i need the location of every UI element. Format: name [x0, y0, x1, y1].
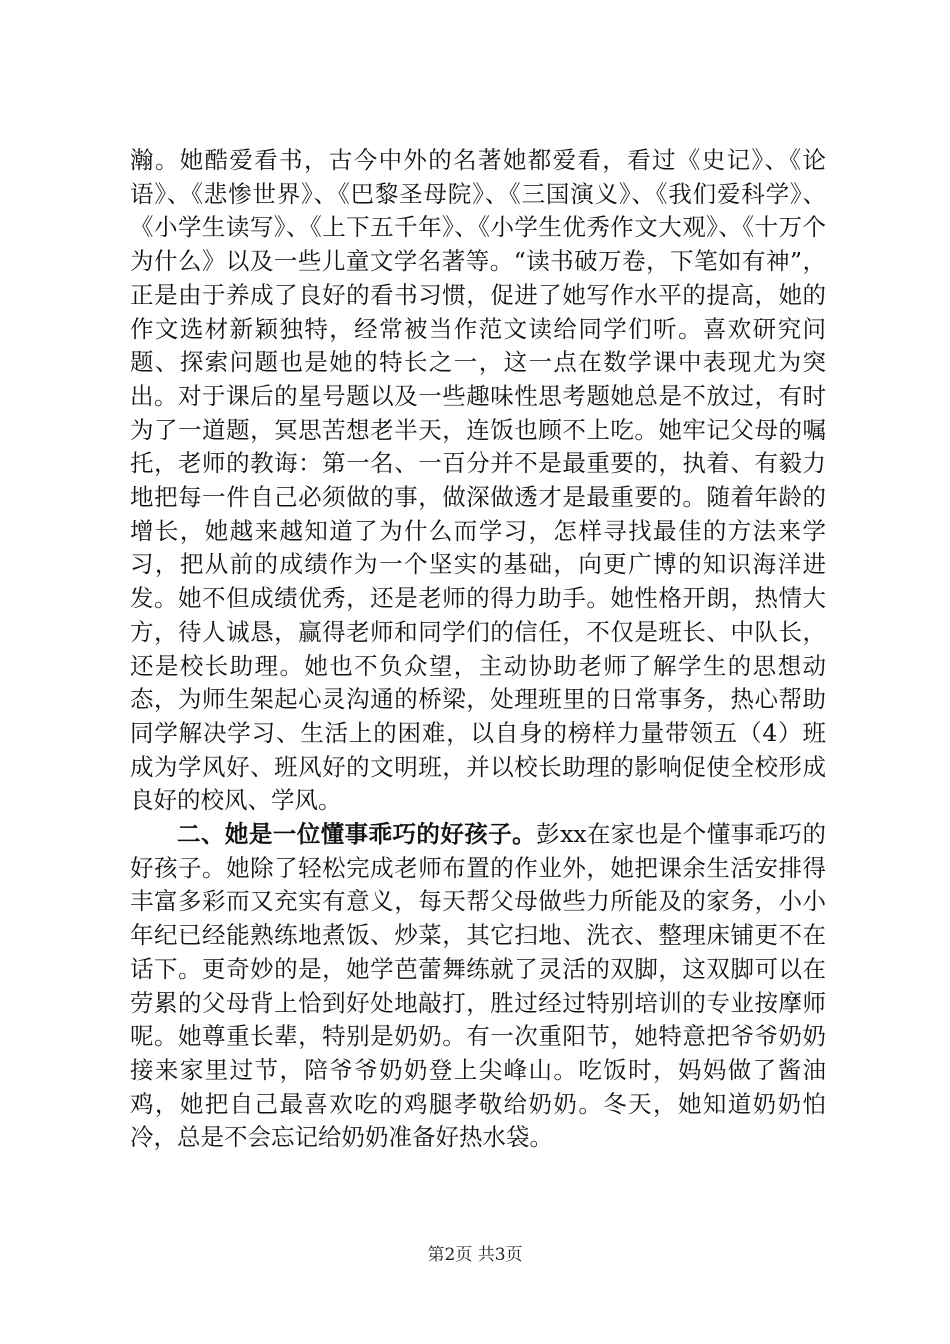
paragraph-good-child [130, 818, 826, 1155]
paragraph-reading-habits: 瀚。她酷爱看书，古今中外的名著她都爱看，看过《史记》、《论语》、《悲惨世界》、《巴黎圣母院》、《三国演义》、《我们爱科学》、《小学生读写》、《上下五千年》、《小学生优秀作文大观》、《十万个为什么》以及一些儿童文学名著等。“读书破万卷，下笔如有神”，正是由于养成了良好的看书习惯，促进了她写作水平的提高，她的作文选材新颖独特，经常被当作范文读给同学们听。喜欢研究问题、探索问题也是她的特长之一，这一点在数学课中表现尤为突出。对于课后的星号题以及一些趣味性思考题她总是不放过，有时为了一道题，冥思苦想老半天，连饭也顾不上吃。她牢记父母的嘱托，老师的教诲：第一名、一百分并不是最重要的，执着、有毅力地把每一件自己必须做的事，做深做透才是最重要的。随着年龄的增长，她越来越知道了为什么而学习，怎样寻找最佳的方法来学习，把从前的成绩作为一个坚实的基础，向更广博的知识海洋进发。她不但成绩优秀，还是老师的得力助手。她性格开朗，热情大方，待人诚恳，赢得老师和同学们的信任，不仅是班长、中队长，还是校长助理。她也不负众望，主动协助老师了解学生的思想动态，为师生架起心灵沟通的桥梁，处理班里的日常事务，热心帮助同学解决学习、生活上的困难，以自身的榜样力量带领五（4）班成为学风好、班风好的文明班，并以校长助理的影响促使全校形成良好的校风、学风。 [130, 146, 826, 815]
paragraph-good-child-body: 彭xx在家也是个懂事乖巧的好孩子。她除了轻松完成老师布置的作业外，她把课余生活安排得丰富多彩而又充实有意义，每天帮父母做些力所能及的家务，小小年纪已经能熟练地煮饭、炒菜，其它扫地、洗衣、整理床铺更不在话下。更奇妙的是，她学芭蕾舞练就了灵活的双脚，这双脚可以在劳累的父母背上恰到好处地敲打，胜过经过特别培训的专业按摩师呢。她尊重长辈，特别是奶奶。有一次重阳节，她特意把爷爷奶奶接来家里过节，陪爷爷奶奶登上尖峰山。吃饭时，妈妈做了酱油鸡，她把自己最喜欢吃的鸡腿孝敬给奶奶。冬天，她知道奶奶怕冷，总是不会忘记给奶奶准备好热水袋。 [130, 820, 826, 1152]
document-body [130, 144, 826, 1155]
section-heading: 二、她是一位懂事乖巧的好孩子。 [177, 820, 537, 849]
page-footer: 第2页 共3页 [427, 1245, 523, 1265]
